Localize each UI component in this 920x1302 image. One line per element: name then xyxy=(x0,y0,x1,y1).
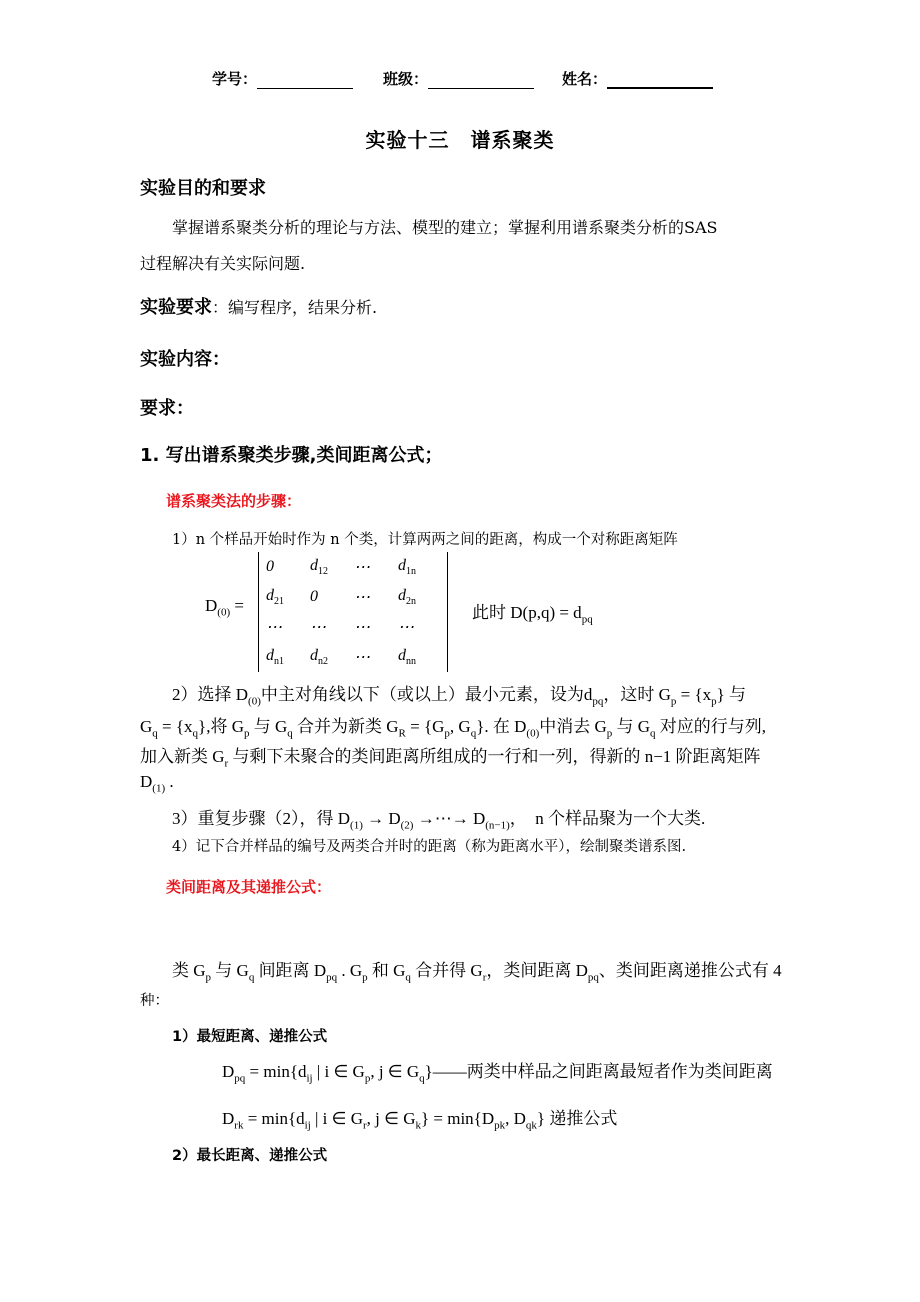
matrix-cell-subscript: nn xyxy=(406,656,416,668)
formula-text: , G xyxy=(449,717,471,736)
matrix-cell-subscript: 21 xyxy=(274,596,284,608)
step-2-line-3 xyxy=(140,742,761,769)
matrix-row xyxy=(265,552,441,582)
formula-text: 中消去 xyxy=(539,717,595,736)
matrix-cell: ⋯ xyxy=(310,619,326,636)
step-1: 1）n 个样品开始时作为 n 个类，计算两两之间的距离，构成一个对称距离矩阵 xyxy=(172,532,678,548)
matrix-cell-subscript: n1 xyxy=(274,656,284,668)
formula-text: } = min{D xyxy=(420,1109,495,1128)
formula-subscript: ij xyxy=(304,1119,311,1132)
formula-subscript: pq xyxy=(587,971,599,984)
formula-subscript: pq xyxy=(592,695,604,708)
formula-subscript: (0) xyxy=(248,695,261,708)
formula-subscript: (1) xyxy=(350,819,363,832)
formula-subscript: (n−1) xyxy=(485,819,510,832)
student-id-field xyxy=(212,68,353,89)
class-field xyxy=(383,68,534,89)
formula-text: } 递推公式 xyxy=(536,1109,618,1128)
formula-text: D xyxy=(514,717,527,736)
formula-text: | i ∈ G xyxy=(310,1109,363,1128)
formula-subscript: pq xyxy=(234,1072,246,1085)
formula-text: d xyxy=(583,685,593,704)
matrix-cell: $d_{n1}$ xyxy=(266,646,284,668)
step-2-line-1 xyxy=(172,680,746,707)
formula-text: , j ∈ G xyxy=(370,1062,420,1081)
method-2-title: 2）最长距离、递推公式 xyxy=(172,1148,328,1164)
formula-text: G xyxy=(594,717,607,736)
formula-subscript: q xyxy=(419,1072,425,1085)
matrix-cell-subscript: n2 xyxy=(318,656,328,668)
formula-text: D xyxy=(337,809,351,828)
matrix-row xyxy=(265,612,441,642)
formula-text: = {x xyxy=(157,717,193,736)
formula-text: D xyxy=(235,685,249,704)
formula-subscript: q xyxy=(650,727,656,740)
formula-subscript: p xyxy=(205,971,212,984)
formula-text: = xyxy=(230,596,244,615)
formula-subscript: q xyxy=(152,727,158,740)
formula-text: G xyxy=(349,961,363,980)
distance-matrix xyxy=(258,552,448,672)
page-title: 实验十三 谱系聚类 xyxy=(365,128,555,152)
matrix-lhs xyxy=(205,596,244,618)
formula-text: 2）选择 xyxy=(172,685,236,704)
formula-subscript: qk xyxy=(525,1119,537,1132)
formula-text: }. 在 xyxy=(476,717,515,736)
formula-text: G xyxy=(193,961,206,980)
step-4: 4）记下合并样品的编号及两类合并时的距离（称为距离水平），绘制聚类谱系图. xyxy=(172,839,687,855)
step-2-line-2 xyxy=(140,712,766,739)
formula-text: = {G xyxy=(405,717,445,736)
formula-subscript: p xyxy=(606,727,613,740)
name-label: 姓名： xyxy=(562,70,608,88)
formula-text: } 与 xyxy=(716,685,747,704)
formula-text: . xyxy=(165,772,174,791)
method-1-formula-1 xyxy=(222,1057,773,1084)
formula-text: D xyxy=(140,772,153,791)
formula-text: D xyxy=(575,961,588,980)
formula-text: 、类间距离递推公式有 4 xyxy=(598,961,782,980)
steps-heading: 谱系聚类法的步骤： xyxy=(166,492,302,510)
formula-text: }——两类中样品之间距离最短者作为类间距离 xyxy=(424,1062,773,1081)
method-2-heading xyxy=(172,1144,327,1165)
formula-text: G xyxy=(386,717,399,736)
formula-subscript: q xyxy=(405,971,411,984)
formula-subscript: p xyxy=(711,695,717,708)
formula-text: 加入新类 xyxy=(140,747,213,766)
matrix-cell: 0 xyxy=(266,558,274,575)
matrix-cell: $d_{1n}$ xyxy=(398,556,416,578)
formula-subscript: (0) xyxy=(526,727,540,740)
formula-text: G xyxy=(637,717,651,736)
formula-subscript: p xyxy=(243,727,250,740)
formula-text: , D xyxy=(505,1109,526,1128)
distance-text-1 xyxy=(172,956,782,983)
formula-subscript: r xyxy=(224,757,229,770)
matrix-note xyxy=(472,598,593,625)
matrix-cell: ⋯ xyxy=(354,619,370,636)
matrix-cell-subscript: 2n xyxy=(406,596,416,608)
purpose-text-2: 过程解决有关实际问题. xyxy=(140,254,306,273)
formula-subscript: q xyxy=(192,727,199,740)
formula-subscript: ij xyxy=(306,1072,313,1085)
class-label: 班级： xyxy=(383,70,429,88)
formula-text: ，类间距离 xyxy=(486,961,576,980)
formula-subscript: r xyxy=(363,1119,367,1132)
formula-text: 中主对角线以下（或以上）最小元素，设为 xyxy=(260,685,584,704)
requirement-heading: 实验要求 xyxy=(140,297,212,318)
formula-text: G xyxy=(658,685,671,704)
demand-heading: 要求： xyxy=(140,398,194,419)
step-3 xyxy=(172,804,705,831)
matrix-cell: ⋯ xyxy=(354,589,370,606)
formula-subscript: pq xyxy=(581,613,593,626)
formula-text: G xyxy=(274,717,288,736)
class-blank xyxy=(428,72,534,89)
task-1: 1. 写出谱系聚类步骤,类间距离公式； xyxy=(140,445,443,466)
formula-text: G xyxy=(393,961,406,980)
method-1-heading xyxy=(172,1025,327,1046)
name-blank xyxy=(607,71,713,89)
formula-text: 与 xyxy=(249,717,275,736)
matrix-cell-subscript: 12 xyxy=(318,566,328,578)
formula-text: ， n 个样品聚为一个大类. xyxy=(509,809,706,828)
formula-text: 3）重复步骤（2），得 xyxy=(172,809,338,828)
formula-text: },将 xyxy=(198,717,232,736)
matrix-cell: ⋯ xyxy=(266,619,282,636)
formula-text: 与 xyxy=(612,717,638,736)
formula-text: G xyxy=(140,717,153,736)
formula-text: = min{d xyxy=(245,1062,307,1081)
student-id-blank xyxy=(257,72,353,89)
formula-text: G xyxy=(236,961,249,980)
formula-subscript: k xyxy=(415,1119,421,1132)
formula-text: D xyxy=(205,596,218,615)
purpose-heading: 实验目的和要求 xyxy=(140,178,266,199)
matrix-cell-subscript: 1n xyxy=(406,566,416,578)
formula-text: = {x xyxy=(676,685,712,704)
formula-text: G xyxy=(212,747,225,766)
formula-subscript: p xyxy=(364,1072,371,1085)
matrix-cell: $d_{nn}$ xyxy=(398,646,416,668)
formula-text: → D xyxy=(362,809,401,828)
matrix-row xyxy=(265,582,441,612)
formula-text: 和 xyxy=(367,961,394,980)
formula-subscript: r xyxy=(482,971,487,984)
formula-subscript: R xyxy=(398,727,406,740)
matrix-cell: 0 xyxy=(310,588,318,605)
formula-subscript: rk xyxy=(234,1119,244,1132)
name-field xyxy=(562,68,713,89)
formula-text: . xyxy=(337,961,350,980)
formula-text: D xyxy=(222,1109,235,1128)
distance-text-2: 种： xyxy=(140,993,169,1009)
formula-text: 间距离 xyxy=(254,961,314,980)
formula-text: D xyxy=(313,961,327,980)
formula-subscript: q xyxy=(287,727,293,740)
matrix-cell: $d_{12}$ xyxy=(310,556,328,578)
matrix-row xyxy=(265,642,441,672)
formula-subscript: q xyxy=(470,727,477,740)
formula-text: | i ∈ G xyxy=(312,1062,365,1081)
student-id-label: 学号： xyxy=(212,70,258,88)
formula-subscript: q xyxy=(248,971,255,984)
formula-text: G xyxy=(470,961,483,980)
method-1-formula-2 xyxy=(222,1104,617,1131)
formula-text: G xyxy=(231,717,244,736)
formula-subscript: (2) xyxy=(400,819,414,832)
matrix-cell: ⋯ xyxy=(398,619,414,636)
formula-subscript: p xyxy=(670,695,677,708)
formula-text: 类 xyxy=(172,961,194,980)
formula-text: 此时 xyxy=(472,603,511,622)
formula-text: →⋯→ D xyxy=(413,809,486,828)
matrix-cell: $d_{2n}$ xyxy=(398,586,416,608)
method-1-title: 1）最短距离、递推公式 xyxy=(172,1029,328,1045)
content-heading: 实验内容： xyxy=(140,349,230,370)
formula-text: ，这时 xyxy=(603,685,659,704)
matrix-cell: $d_{21}$ xyxy=(266,586,284,608)
formula-subscript: p xyxy=(444,727,450,740)
matrix-cell: $d_{n2}$ xyxy=(310,646,328,668)
formula-text: 与剩下未聚合的类间距离所组成的一行和一列，得新的 n−1 阶距离矩阵 xyxy=(228,747,761,766)
requirement-text: ：编写程序，结果分析. xyxy=(212,298,378,317)
formula-subscript: pq xyxy=(326,971,338,984)
formula-text: 合并得 xyxy=(410,961,471,980)
formula-subscript: (1) xyxy=(152,782,166,795)
formula-text: D(p,q) = d xyxy=(510,603,582,622)
formula-text: = min{d xyxy=(243,1109,305,1128)
formula-text: 对应的行与列, xyxy=(655,717,767,736)
purpose-text-1: 掌握谱系聚类分析的理论与方法、模型的建立；掌握利用谱系聚类分析的SAS xyxy=(172,218,718,237)
formula-text: , j ∈ G xyxy=(366,1109,416,1128)
distance-heading: 类间距离及其递推公式： xyxy=(166,878,332,896)
matrix-cell: ⋯ xyxy=(354,559,370,576)
formula-text: 合并为新类 xyxy=(292,717,387,736)
formula-subscript: p xyxy=(362,971,368,984)
matrix-cell: ⋯ xyxy=(354,649,370,666)
formula-text: 与 xyxy=(211,961,237,980)
formula-subscript: (0) xyxy=(217,606,231,619)
requirement-line xyxy=(140,293,377,319)
formula-subscript: pk xyxy=(494,1119,506,1132)
step-2-line-4 xyxy=(140,772,174,794)
formula-text: D xyxy=(222,1062,235,1081)
